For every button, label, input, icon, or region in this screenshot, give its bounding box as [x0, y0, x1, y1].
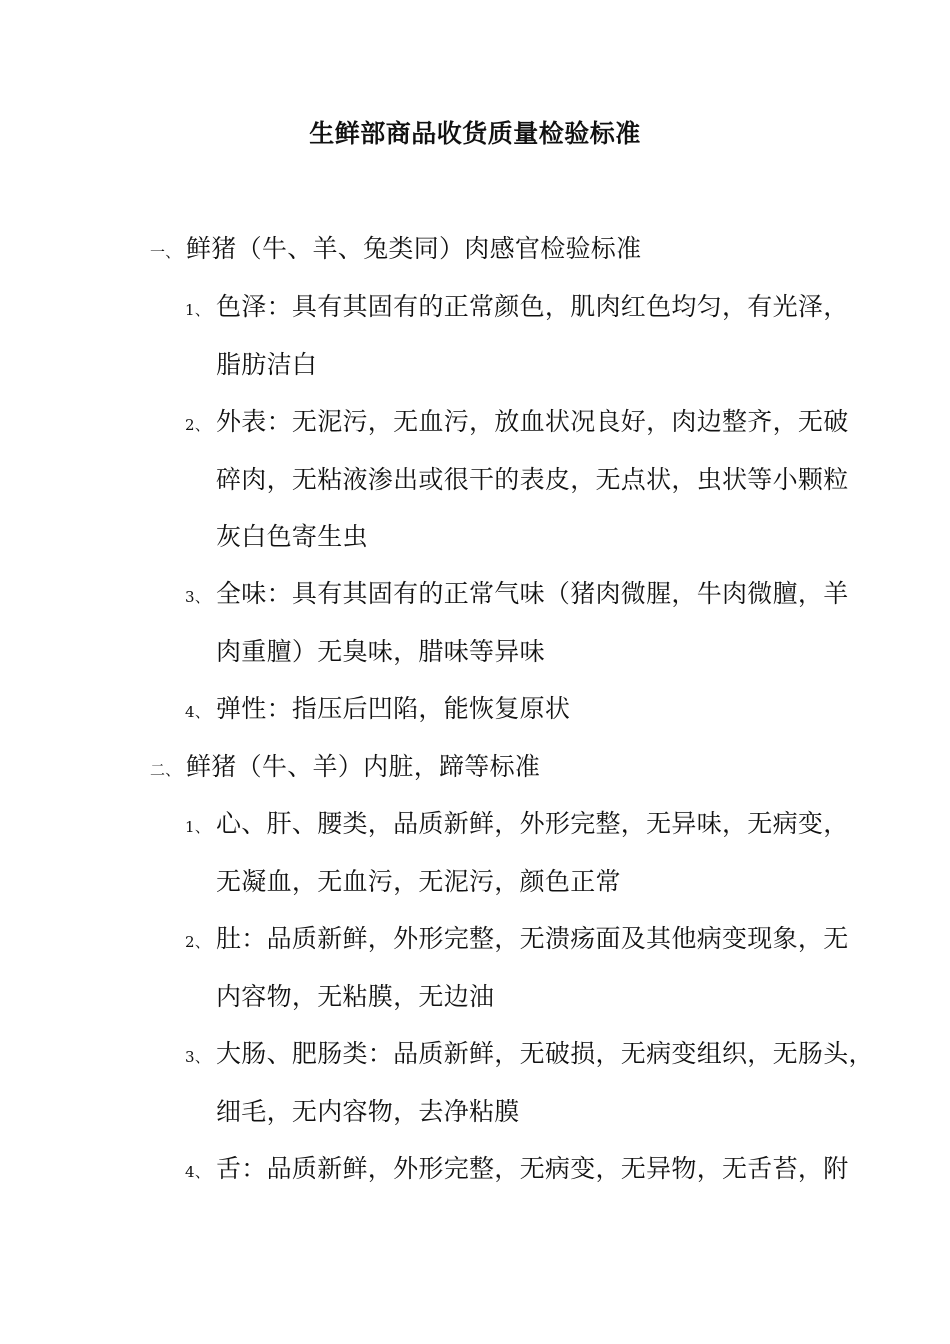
section-heading: [150, 749, 540, 788]
item-text: 心、肝、腰类，品质新鲜，外形完整，无异味，无病变，: [216, 809, 849, 838]
list-item: [185, 1151, 849, 1190]
item-marker: 3、: [185, 588, 211, 606]
item-continuation: 内容物，无粘膜，无边油: [216, 982, 495, 1011]
item-continuation: 碎肉，无粘液渗出或很干的表皮，无点状，虫状等小颗粒: [216, 465, 849, 494]
item-continuation: 灰白色寄生虫: [216, 522, 368, 551]
section-marker: 一、: [150, 243, 181, 261]
section-marker: 二、: [150, 761, 181, 779]
list-item: [185, 806, 849, 845]
item-continuation: 无凝血，无血污，无泥污，颜色正常: [216, 867, 621, 896]
item-text: 全味：具有其固有的正常气味（猪肉微腥，牛肉微膻，羊: [216, 579, 849, 608]
item-continuation: 肉重膻）无臭味，腊味等异味: [216, 637, 545, 666]
item-text: 色泽：具有其固有的正常颜色，肌肉红色均匀，有光泽，: [216, 292, 849, 321]
item-marker: 1、: [185, 301, 211, 319]
item-marker: 4、: [185, 1163, 211, 1181]
item-marker: 1、: [185, 818, 211, 836]
item-marker: 2、: [185, 933, 211, 951]
item-marker: 3、: [185, 1048, 211, 1066]
item-text: 肚：品质新鲜，外形完整，无溃疡面及其他病变现象，无: [216, 924, 849, 953]
section-heading: [150, 231, 641, 270]
item-text: 外表：无泥污，无血污，放血状况良好，肉边整齐，无破: [216, 407, 849, 436]
item-text: 舌：品质新鲜，外形完整，无病变，无异物，无舌苔，附: [216, 1154, 849, 1183]
document-title: 生鲜部商品收货质量检验标准: [309, 119, 641, 148]
list-item: [185, 691, 570, 730]
list-item: [185, 404, 849, 443]
section-heading-text: 鲜猪（牛、羊）内脏，蹄等标准: [186, 752, 541, 781]
list-item: [185, 1036, 874, 1075]
list-item: [185, 921, 849, 960]
item-continuation: 脂肪洁白: [216, 350, 318, 379]
item-marker: 4、: [185, 703, 211, 721]
item-text: 弹性：指压后凹陷，能恢复原状: [216, 694, 571, 723]
list-item: [185, 289, 849, 328]
item-continuation: 细毛，无内容物，去净粘膜: [216, 1097, 520, 1126]
section-heading-text: 鲜猪（牛、羊、兔类同）肉感官检验标准: [186, 234, 642, 263]
item-text: 大肠、肥肠类：品质新鲜，无破损，无病变组织，无肠头，: [216, 1039, 874, 1068]
list-item: [185, 576, 849, 615]
item-marker: 2、: [185, 416, 211, 434]
